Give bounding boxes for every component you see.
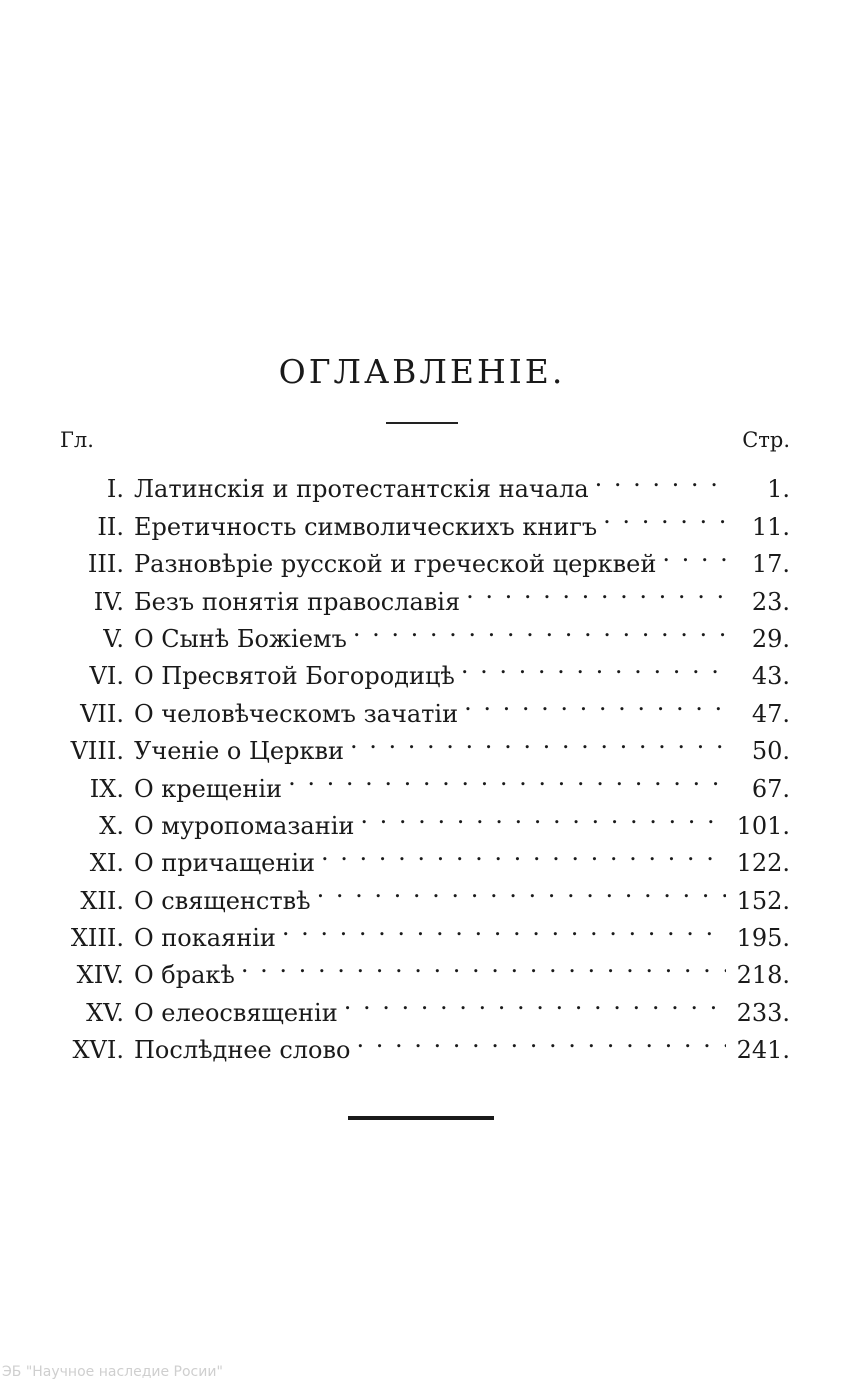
page-column-header: Стр.	[742, 428, 790, 452]
chapter-title: О причащеніи	[134, 849, 316, 878]
page-number: 11.	[751, 512, 790, 541]
dot-leader	[593, 460, 726, 497]
dot-leader	[354, 1021, 726, 1058]
chapter-number: XI.	[89, 849, 124, 878]
chapter-number: XII.	[80, 886, 124, 915]
chapter-title: О священствѣ	[134, 886, 311, 915]
dot-leader	[315, 871, 726, 908]
chapter-title: Ученіе о Церкви	[134, 737, 344, 766]
dot-leader	[351, 610, 726, 647]
page-number: 195.	[736, 924, 790, 953]
dot-leader	[459, 647, 726, 684]
page-number: 67.	[751, 774, 790, 803]
page-title: ОГЛАВЛЕНІЕ.	[278, 352, 566, 391]
chapter-column-header: Гл.	[60, 428, 94, 452]
chapter-number: V.	[103, 624, 124, 653]
page-number: 241.	[736, 1036, 790, 1065]
chapter-number: I.	[106, 475, 124, 504]
page-number: 152.	[736, 886, 790, 915]
chapter-title: О бракѣ	[134, 961, 235, 990]
title-divider	[386, 422, 458, 424]
page-number: 23.	[751, 587, 790, 616]
dot-leader	[462, 684, 726, 721]
chapter-title: О Пресвятой Богородицѣ	[134, 662, 455, 691]
dot-leader	[348, 722, 726, 759]
dot-leader	[464, 572, 726, 609]
chapter-title: Разновѣріе русской и греческой церквей	[134, 550, 657, 579]
dot-leader	[660, 535, 726, 572]
watermark: ЭБ "Научное наследие Росии"	[2, 1364, 223, 1380]
chapter-number: VII.	[80, 699, 124, 728]
page-number: 50.	[751, 737, 790, 766]
chapter-title: Латинскія и протестантскія начала	[134, 475, 589, 504]
chapter-number: IX.	[89, 774, 124, 803]
chapter-number: III.	[87, 550, 124, 579]
chapter-number: XVI.	[72, 1036, 124, 1065]
page-number: 29.	[751, 624, 790, 653]
chapter-title: О человѣческомъ зачатіи	[134, 699, 459, 728]
chapter-title: О Сынѣ Божіемъ	[134, 624, 347, 653]
page-number: 1.	[767, 475, 790, 504]
toc-entry	[54, 460, 790, 504]
chapter-number: X.	[99, 811, 124, 840]
chapter-number: XV.	[86, 998, 124, 1027]
chapter-title: О покаяніи	[134, 924, 276, 953]
chapter-number: VIII.	[70, 737, 124, 766]
page-number: 101.	[736, 811, 790, 840]
chapter-number: XIII.	[70, 924, 124, 953]
dot-leader	[358, 797, 726, 834]
chapter-number: XIV.	[76, 961, 124, 990]
chapter-number: VI.	[89, 662, 124, 691]
chapter-title: Безъ понятія православія	[134, 587, 461, 616]
dot-leader	[280, 909, 726, 946]
end-divider	[348, 1116, 494, 1120]
page-number: 43.	[751, 662, 790, 691]
dot-leader	[342, 983, 726, 1020]
dot-leader	[601, 497, 726, 534]
dot-leader	[286, 759, 726, 796]
chapter-title: О крещеніи	[134, 774, 283, 803]
chapter-title: О елеосвященіи	[134, 998, 338, 1027]
dot-leader	[239, 946, 726, 983]
table-of-contents	[54, 460, 790, 1065]
page-number: 218.	[736, 961, 790, 990]
page-number: 233.	[736, 998, 790, 1027]
chapter-title: Послѣднее слово	[134, 1036, 351, 1065]
page-number: 17.	[751, 550, 790, 579]
dot-leader	[319, 834, 726, 871]
chapter-number: II.	[97, 512, 124, 541]
chapter-title: Еретичность символическихъ книгъ	[134, 512, 598, 541]
page-number: 122.	[736, 849, 790, 878]
page-number: 47.	[751, 699, 790, 728]
chapter-number: IV.	[93, 587, 124, 616]
chapter-title: О муропомазаніи	[134, 811, 355, 840]
